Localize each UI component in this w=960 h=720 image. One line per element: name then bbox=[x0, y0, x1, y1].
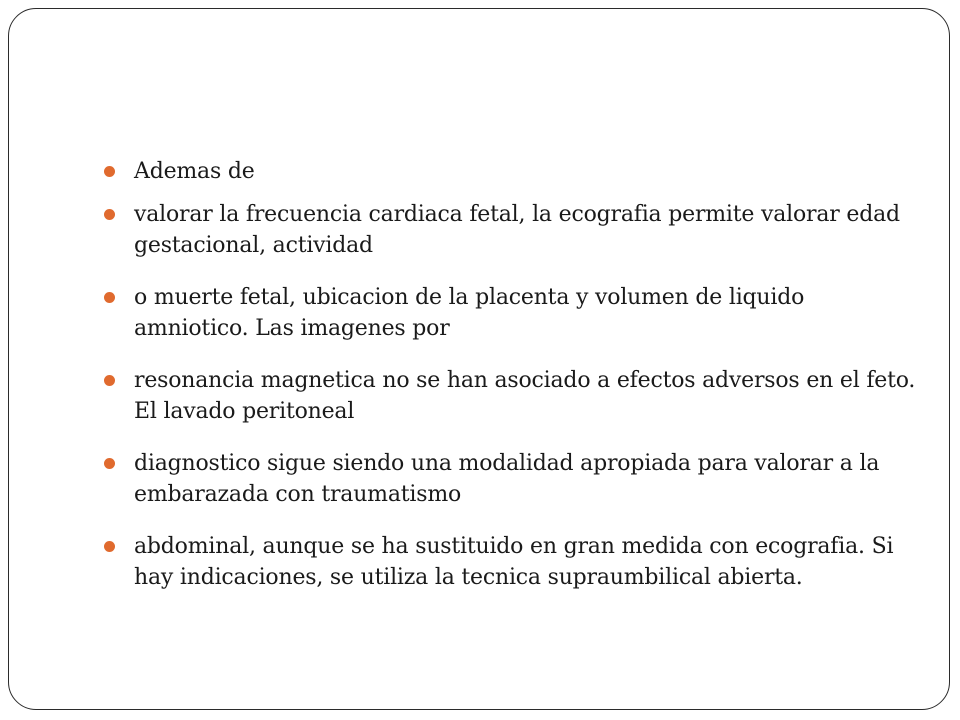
bullet-item bbox=[104, 156, 924, 187]
bullet-text: diagnostico sigue siendo una modalidad apropiada para valorar a la embarazada con traumatismo bbox=[134, 451, 880, 507]
bullet-dot-icon bbox=[104, 292, 115, 303]
bullet-dot-icon bbox=[104, 166, 115, 177]
bullet-item bbox=[104, 448, 924, 510]
bullet-text: resonancia magnetica no se han asociado a efectos adversos en el feto. El lavado peritoneal bbox=[134, 368, 916, 424]
bullet-text: abdominal, aunque se ha sustituido en gran medida con ecografia. Si hay indicaciones, se utiliza la tecnica supraumbilical abierta. bbox=[134, 534, 894, 590]
bullet-text: Ademas de bbox=[134, 159, 255, 184]
bullet-dot-icon bbox=[104, 541, 115, 552]
bullet-dot-icon bbox=[104, 458, 115, 469]
bullet-item bbox=[104, 365, 924, 427]
bullet-text: valorar la frecuencia cardiaca fetal, la ecografia permite valorar edad gestacional, actividad bbox=[134, 202, 900, 258]
bullet-item bbox=[104, 199, 924, 261]
bullet-item bbox=[104, 531, 924, 593]
bullet-text: o muerte fetal, ubicacion de la placenta y volumen de liquido amniotico. Las imagenes por bbox=[134, 285, 805, 341]
bullet-dot-icon bbox=[104, 209, 115, 220]
bullet-dot-icon bbox=[104, 375, 115, 386]
bullet-item bbox=[104, 282, 924, 344]
bullet-list bbox=[104, 156, 924, 614]
